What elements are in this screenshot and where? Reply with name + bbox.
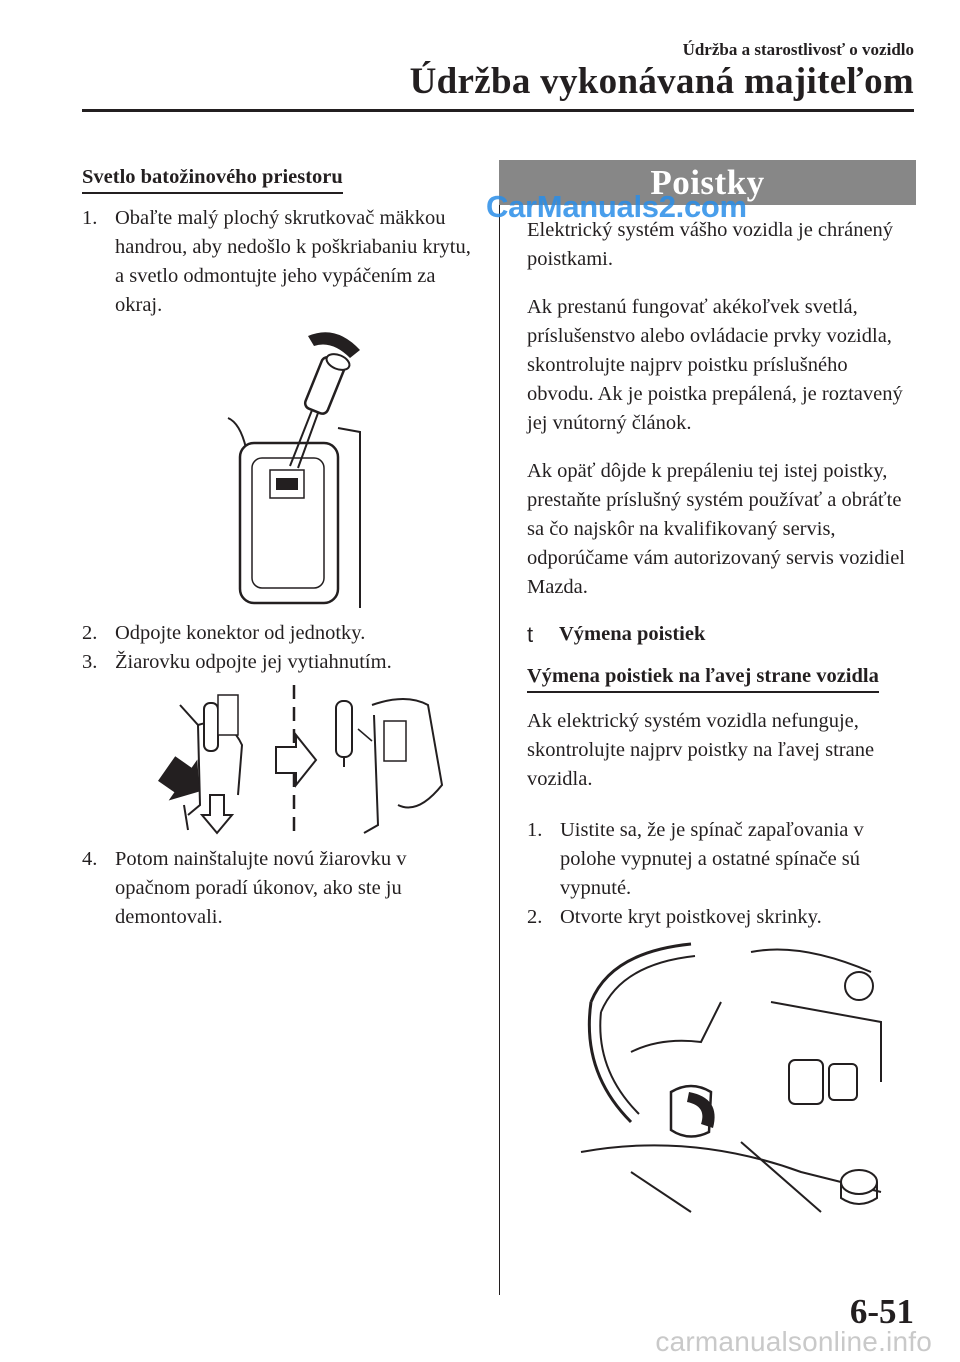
step-number: 1. — [527, 819, 543, 841]
lamp-removal-illustration — [218, 328, 474, 613]
step-text: Otvorte kryt poistkovej skrinky. — [560, 906, 822, 928]
section-banner: Poistky — [499, 160, 916, 205]
step-number: 2. — [82, 622, 98, 644]
header-divider — [82, 109, 914, 112]
right-column — [527, 160, 915, 1217]
footer-site-watermark: carmanualsonline.info — [655, 1326, 932, 1357]
trunk-light-heading: Svetlo batožinového priestoru — [82, 164, 343, 194]
page-title: Údržba vykonávaná majiteľom — [409, 61, 914, 102]
left-column — [82, 163, 474, 932]
fuse-replacement-title — [527, 620, 915, 649]
step-number: 1. — [82, 207, 98, 229]
watermark: CarManuals2.com — [486, 189, 747, 224]
column-divider — [499, 165, 500, 1295]
fuse-check-paragraph: Ak prestanú fungovať akékoľvek svetlá, príslušenstvo alebo ovládacie prvky vozidla, skontrolujte najprv poistku príslušného obvodu. Ak je poistka prepálená, je roztavený jej vnútorný článok. — [527, 296, 903, 434]
step-text: Potom nainštalujte novú žiarovku v opačnom poradí úkonov, ako ste ju demontovali. — [115, 848, 407, 928]
step-number: 2. — [527, 906, 543, 928]
page-number: 6-51 — [849, 1292, 914, 1331]
intro-paragraph: Elektrický systém vášho vozidla je chránený poistkami. — [527, 219, 894, 270]
step-item — [82, 648, 474, 677]
step-text: Odpojte konektor od jednotky. — [115, 622, 366, 644]
left-side-fuses-paragraph: Ak elektrický systém vozidla nefunguje, skontrolujte najprv poistky na ľavej strane vozidla. — [527, 710, 875, 790]
step-item — [82, 204, 474, 320]
step-number: 3. — [82, 651, 98, 673]
step-item — [82, 619, 474, 648]
step-item — [82, 845, 474, 932]
section-bullet-icon: t — [527, 622, 534, 647]
chapter-label: Údržba a starostlivosť o vozidlo — [682, 40, 914, 59]
step-text: Obaľte malý plochý skrutkovač mäkkou handrou, aby nedošlo k poškriabaniu krytu, a svetlo odmontujte jeho vypáčením za okraj. — [115, 207, 471, 316]
steps-list-b — [82, 619, 474, 677]
bulb-removal-illustration — [158, 685, 474, 835]
step-item — [527, 816, 915, 903]
steps-list-right — [527, 816, 915, 932]
repeat-blowout-paragraph: Ak opäť dôjde k prepáleniu tej istej poistky, prestaňte príslušný systém používať a obráťte sa čo najskôr na kvalifikovaný servis, odporúčame vám autorizovaný servis vozidiel Mazda. — [527, 460, 905, 598]
steps-list-a — [82, 204, 474, 320]
step-text: Uistite sa, že je spínač zapaľovania v polohe vypnutej a ostatné spínače sú vypnuté. — [560, 819, 864, 899]
step-item — [527, 903, 915, 932]
step-text: Žiarovku odpojte jej vytiahnutím. — [115, 651, 392, 673]
left-side-fuses-heading: Výmena poistiek na ľavej strane vozidla — [527, 663, 879, 693]
fuse-box-cover-illustration — [571, 942, 915, 1217]
steps-list-c — [82, 845, 474, 932]
fuse-replacement-title-text: Výmena poistiek — [559, 623, 706, 645]
step-number: 4. — [82, 848, 98, 870]
